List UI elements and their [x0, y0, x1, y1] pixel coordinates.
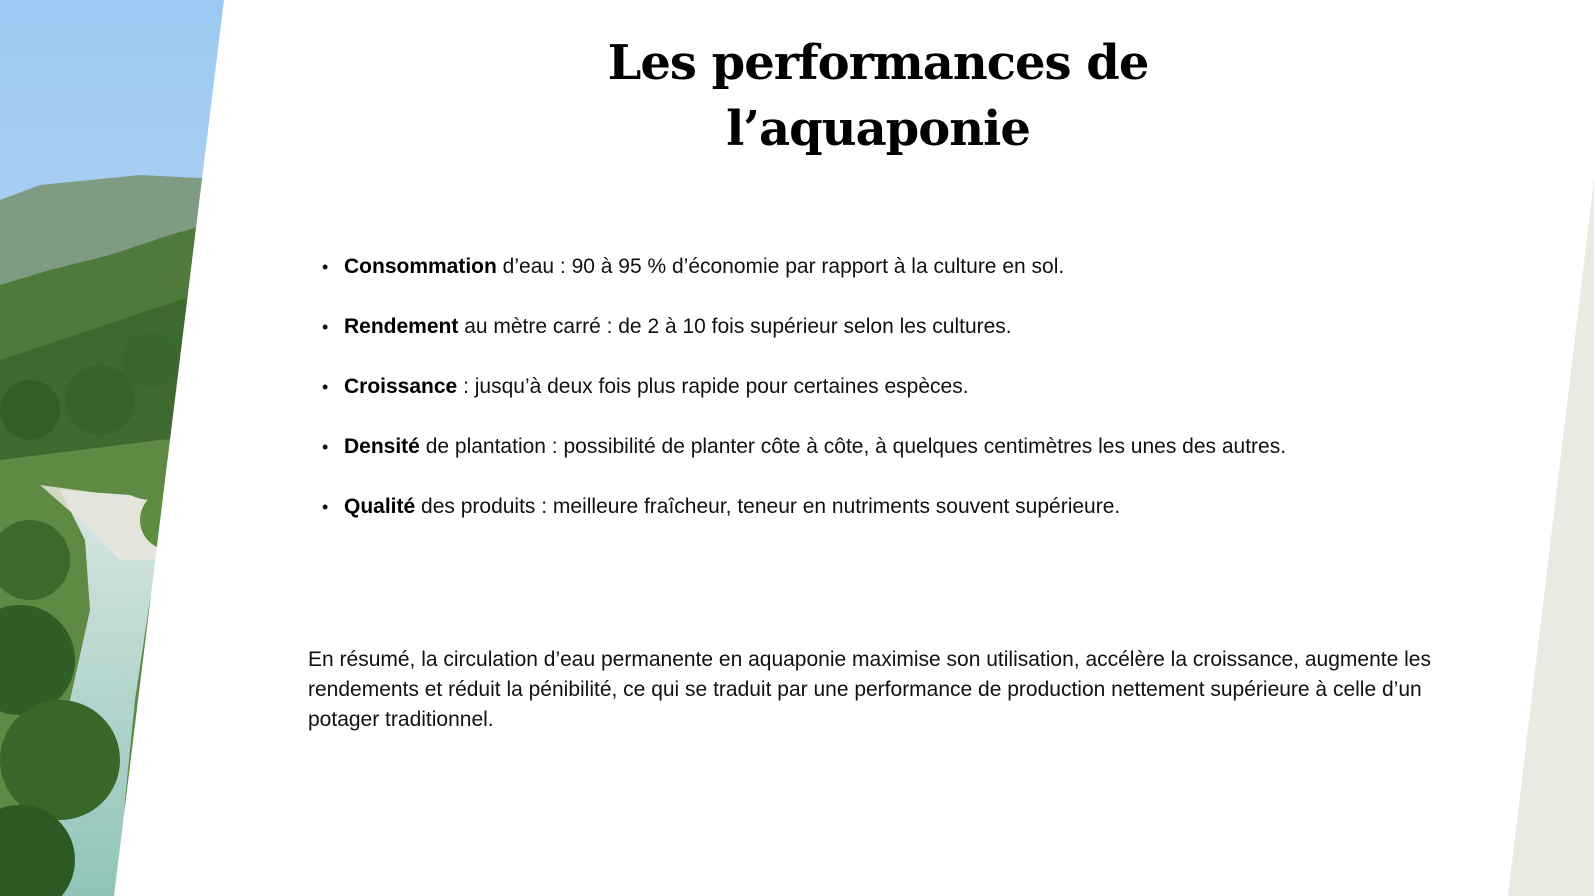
bullet-term: Qualité — [344, 495, 416, 518]
bullet-item-consommation — [322, 252, 1502, 312]
bullet-text: : jusqu’à deux fois plus rapide pour certaines espèces. — [457, 375, 969, 398]
slide-title — [560, 30, 1196, 162]
bullet-text: d’eau : 90 à 95 % d’économie par rapport à la culture en sol. — [496, 255, 1065, 278]
bullet-item-croissance — [322, 372, 1502, 432]
bullet-term: Rendement — [344, 315, 459, 338]
bullet-term: Consommation — [344, 255, 497, 278]
bullet-item-densite — [322, 432, 1502, 492]
slide-title-line-1: Les performances de — [607, 35, 1149, 91]
bullet-term: Densité — [344, 435, 420, 458]
bullet-text: des produits : meilleure fraîcheur, teneur en nutriments souvent supérieure. — [415, 495, 1121, 518]
bullet-point-icon: • — [322, 377, 329, 397]
bullet-point-icon: • — [322, 317, 329, 337]
bullet-text: au mètre carré : de 2 à 10 fois supérieur selon les cultures. — [458, 315, 1012, 338]
slide-title-line-2: l’aquaponie — [726, 101, 1030, 157]
summary-paragraph: En résumé, la circulation d’eau permanente en aquaponie maximise son utilisation, accélère la croissance, augmente les rendements et réduit la pénibilité, ce qui se traduit par une performance de production nettement supérieure à celle d’un potager traditionnel. — [308, 648, 1431, 731]
bullet-point-icon: • — [322, 437, 329, 457]
bullet-item-rendement — [322, 312, 1502, 372]
bullet-point-icon: • — [322, 257, 329, 277]
bullet-term: Croissance — [344, 375, 458, 398]
bullet-item-qualite — [322, 492, 1502, 552]
bullet-point-icon: • — [322, 497, 329, 517]
bullet-text: de plantation : possibilité de planter côte à côte, à quelques centimètres les unes des autres. — [419, 435, 1287, 458]
performance-bullet-list — [322, 252, 1502, 552]
